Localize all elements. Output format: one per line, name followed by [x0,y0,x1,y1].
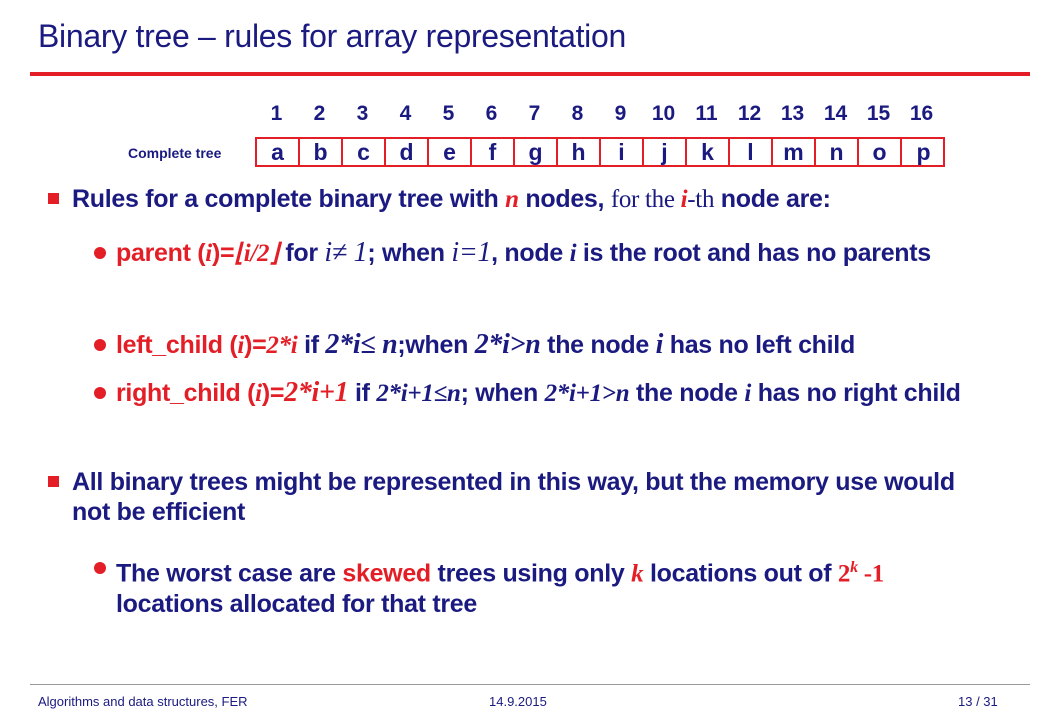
text-run: right_child ( [116,379,256,407]
title-underline [30,72,1030,76]
var-n: n [505,186,519,213]
formula: i≠ 1 [324,237,368,268]
footer-divider [30,684,1030,685]
text-run: locations allocated for that tree [116,590,478,619]
array-index: 3 [356,102,369,125]
footer-date: 14.9.2015 [489,694,547,709]
array-cell: a [257,139,300,165]
rule-text [116,553,974,619]
bullet-memory [48,467,988,527]
text-run: -th [687,186,715,213]
text-run: has no right child [751,379,961,407]
array-index: 5 [442,102,455,125]
text-run: Rules for a complete binary tree with [72,185,506,213]
array-index: 6 [485,102,498,125]
formula: 2*i>n [474,329,541,360]
text-run: for [278,239,325,267]
array-cell: m [773,139,816,165]
text-run: ; when [367,239,452,267]
var-i: i [237,332,245,359]
var-k: k [631,560,644,588]
formula: 2 [837,560,851,588]
array-index: 4 [399,102,412,125]
array-cell: h [558,139,601,165]
array-cell: d [386,139,429,165]
formula: ⌊i/2⌋ [234,240,279,267]
text-run: if [348,379,377,407]
formula: 2*i+1 [284,377,349,408]
formula: -1 [857,560,885,588]
text-run: The worst case are [116,559,343,588]
array-cell: e [429,139,472,165]
text-run: node are: [714,185,831,213]
var-i: i [680,186,688,213]
text-run: ; when [460,379,545,407]
text-run: has no left child [663,331,855,359]
slide-title: Binary tree – rules for array representation [38,18,626,54]
round-bullet-icon [94,387,106,399]
text-run: nodes, [518,185,611,213]
array-cell: o [859,139,902,165]
array-index: 11 [695,102,718,125]
rule-text [116,378,974,409]
array-index: 1 [270,102,283,125]
var-i: i [255,380,262,407]
array-index: 14 [823,102,848,125]
text-run: )= [211,239,235,267]
array-index: 9 [614,102,627,125]
array-cell: k [687,139,730,165]
rule-parent [94,238,974,269]
round-bullet-icon [94,247,106,259]
array-index: 16 [909,102,934,125]
text-run: , node [491,239,570,267]
rule-left-child [94,330,974,361]
array-cell: n [816,139,859,165]
array-index: 8 [571,102,584,125]
array-cell: l [730,139,773,165]
text-run: ;when [397,331,475,359]
array-cell: p [916,139,931,165]
array-index: 12 [737,102,762,125]
var-i: i [205,240,212,267]
text-run: left_child ( [116,331,238,359]
formula: 2*i+1>n [544,380,630,407]
array-cell: g [515,139,558,165]
bullet-text [72,184,988,215]
text-run: locations out of [643,559,838,588]
var-i: i [655,329,664,360]
complete-tree-label: Complete tree [128,145,222,161]
formula-exponent: k [850,559,858,576]
array-index: 2 [313,102,326,125]
formula: i=1 [451,237,492,268]
rule-text [116,238,974,269]
formula: 2*i≤ n [325,329,398,360]
var-i: i [569,240,577,267]
text-run: the node [629,379,745,407]
rule-text [116,330,974,361]
array-index: 13 [780,102,805,125]
emphasis: skewed [342,559,431,588]
formula: 2*i+1≤n [376,380,461,407]
text-run: for the [610,186,681,213]
square-bullet-icon [48,193,59,204]
text-run: )= [261,379,285,407]
array-index: 7 [528,102,541,125]
text-run: if [297,331,326,359]
text-run: )= [244,331,267,359]
text-run: is the root and has no parents [576,239,931,267]
text-run: trees using only [430,559,632,588]
text-run: parent ( [116,239,206,267]
array-cell: f [472,139,515,165]
square-bullet-icon [48,476,59,487]
array-cell: j [644,139,687,165]
round-bullet-icon [94,562,106,574]
rule-right-child [94,378,974,409]
footer-course: Algorithms and data structures, FER [38,694,248,709]
text-run: the node [540,331,656,359]
array-index: 15 [866,102,891,125]
footer-page-number: 13 / 31 [958,694,998,709]
array-cells [255,137,945,167]
bullet-text: All binary trees might be represented in this way, but the memory use would not be efficient [72,468,955,526]
array-cell: b [300,139,343,165]
bullet-rules [48,184,988,215]
array-cell: i [601,139,644,165]
formula: 2*i [266,332,298,359]
round-bullet-icon [94,339,106,351]
array-cell: c [343,139,386,165]
var-i: i [744,380,752,407]
worst-case [94,553,974,619]
array-index: 10 [651,102,676,125]
